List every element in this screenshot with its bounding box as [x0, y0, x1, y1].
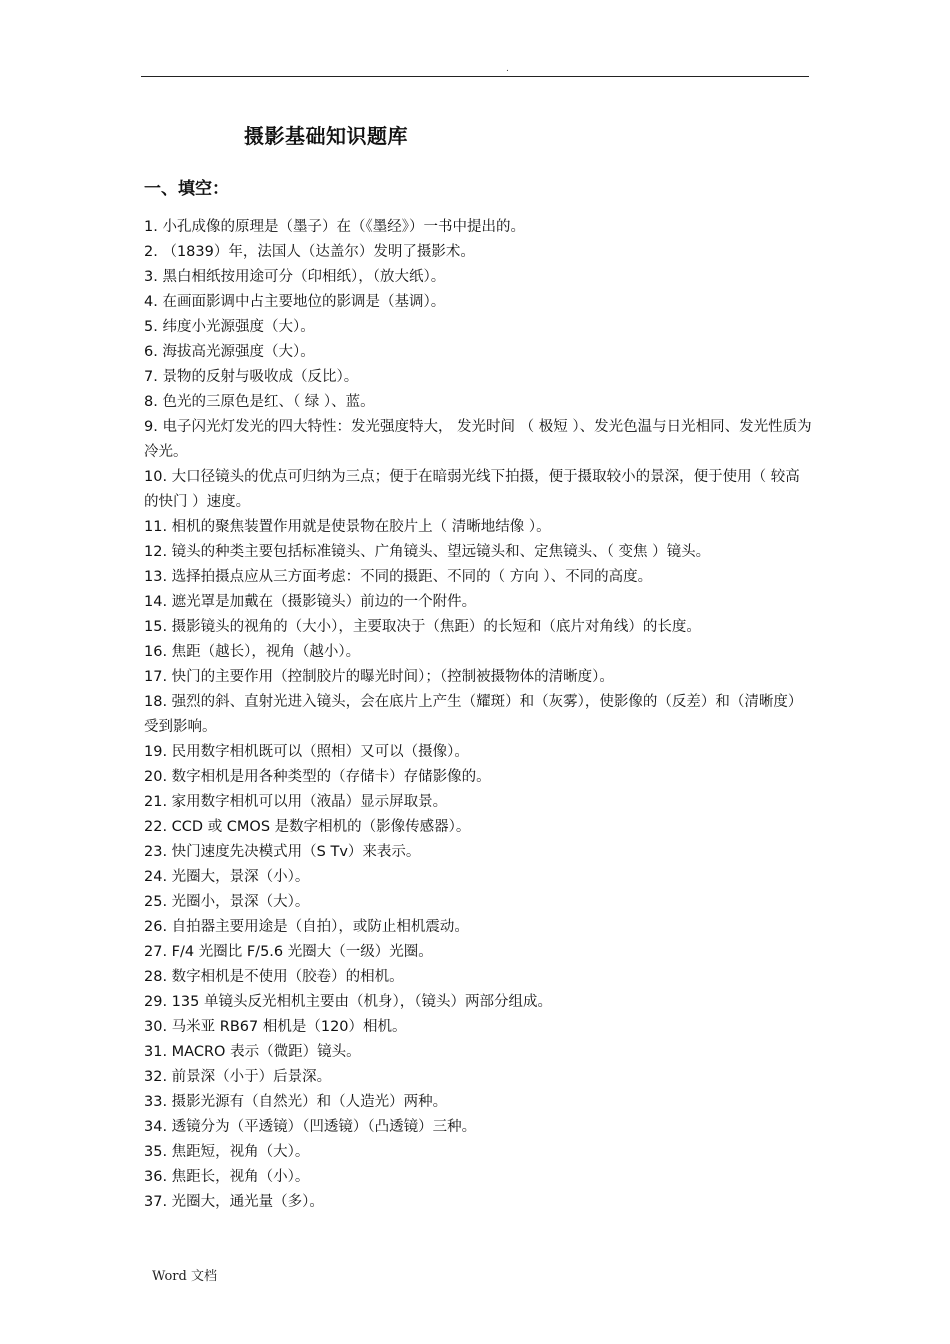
question-item: 22. CCD 或 CMOS 是数字相机的（影像传感器）。	[144, 819, 471, 835]
question-item: 7. 景物的反射与吸收成（反比）。	[144, 369, 359, 385]
header-dot: .	[506, 64, 509, 74]
question-item: 18. 强烈的斜、直射光进入镜头，会在底片上产生（耀斑）和（灰雾），使影像的（反差）和（清晰度）受到影响。	[144, 694, 803, 735]
question-item: 27. F/4 光圈比 F/5.6 光圈大（一级）光圈。	[144, 944, 433, 960]
question-item: 15. 摄影镜头的视角的（大小），主要取决于（焦距）的长短和（底片对角线）的长度。	[144, 619, 701, 635]
question-item: 36. 焦距长，视角（小）。	[144, 1169, 310, 1185]
question-item: 1. 小孔成像的原理是（墨子）在（《墨经》）一书中提出的。	[144, 219, 525, 235]
question-item: 35. 焦距短，视角（大）。	[144, 1144, 310, 1160]
question-item: 26. 自拍器主要用途是（自拍），或防止相机震动。	[144, 919, 469, 935]
question-item: 20. 数字相机是用各种类型的（存储卡）存储影像的。	[144, 769, 491, 785]
question-item: 5. 纬度小光源强度（大）。	[144, 319, 315, 335]
question-item: 29. 135 单镜头反光相机主要由（机身），（镜头）两部分组成。	[144, 994, 552, 1010]
question-item: 23. 快门速度先决模式用（S Tv）来表示。	[144, 844, 421, 860]
question-item: 13. 选择拍摄点应从三方面考虑：不同的摄距、不同的（ 方向 ）、不同的高度。	[144, 569, 653, 585]
question-item: 6. 海拔高光源强度（大）。	[144, 344, 315, 360]
question-item: 24. 光圈大，景深（小）。	[144, 869, 310, 885]
question-item: 33. 摄影光源有（自然光）和（人造光）两种。	[144, 1094, 448, 1110]
footer-label: Word 文档	[152, 1269, 217, 1284]
question-item: 11. 相机的聚焦装置作用就是使景物在胶片上（ 清晰地结像 ）。	[144, 519, 551, 535]
question-item: 10. 大口径镜头的优点可归纳为三点；便于在暗弱光线下拍摄，便于摄取较小的景深，便于使用（ 较高的快门 ）速度。	[144, 469, 800, 510]
question-item: 8. 色光的三原色是红、（ 绿 ）、蓝。	[144, 394, 375, 410]
question-item: 37. 光圈大，通光量（多）。	[144, 1194, 324, 1210]
question-item: 34. 透镜分为（平透镜）（凹透镜）（凸透镜）三种。	[144, 1119, 477, 1135]
question-item: 2. （1839）年，法国人（达盖尔）发明了摄影术。	[144, 244, 475, 260]
question-item: 31. MACRO 表示（微距）镜头。	[144, 1044, 361, 1060]
question-item: 9. 电子闪光灯发光的四大特性：发光强度特大， 发光时间 （ 极短 ）、发光色温与日光相同、发光性质为冷光。	[144, 419, 812, 460]
question-item: 21. 家用数字相机可以用（液晶）显示屏取景。	[144, 794, 448, 810]
question-item: 25. 光圈小，景深（大）。	[144, 894, 310, 910]
question-item: 3. 黑白相纸按用途可分（印相纸），（放大纸）。	[144, 269, 446, 285]
question-item: 4. 在画面影调中占主要地位的影调是（基调）。	[144, 294, 446, 310]
question-item: 12. 镜头的种类主要包括标准镜头、广角镜头、望远镜头和、定焦镜头、（ 变焦 ）镜头。	[144, 544, 711, 560]
question-item: 32. 前景深（小于）后景深。	[144, 1069, 332, 1085]
question-list	[144, 215, 812, 1215]
header-rule	[141, 76, 809, 77]
question-item: 14. 遮光罩是加戴在（摄影镜头）前边的一个附件。	[144, 594, 477, 610]
section-heading: 一、填空：	[144, 179, 229, 199]
question-item: 28. 数字相机是不使用（胶卷）的相机。	[144, 969, 404, 985]
question-item: 19. 民用数字相机既可以（照相）又可以（摄像）。	[144, 744, 469, 760]
question-item: 16. 焦距（越长），视角（越小）。	[144, 644, 361, 660]
document-title: 摄影基础知识题库	[244, 124, 408, 148]
question-item: 30. 马米亚 RB67 相机是（120）相机。	[144, 1019, 407, 1035]
question-item: 17. 快门的主要作用（控制胶片的曝光时间）；（控制被摄物体的清晰度）。	[144, 669, 614, 685]
